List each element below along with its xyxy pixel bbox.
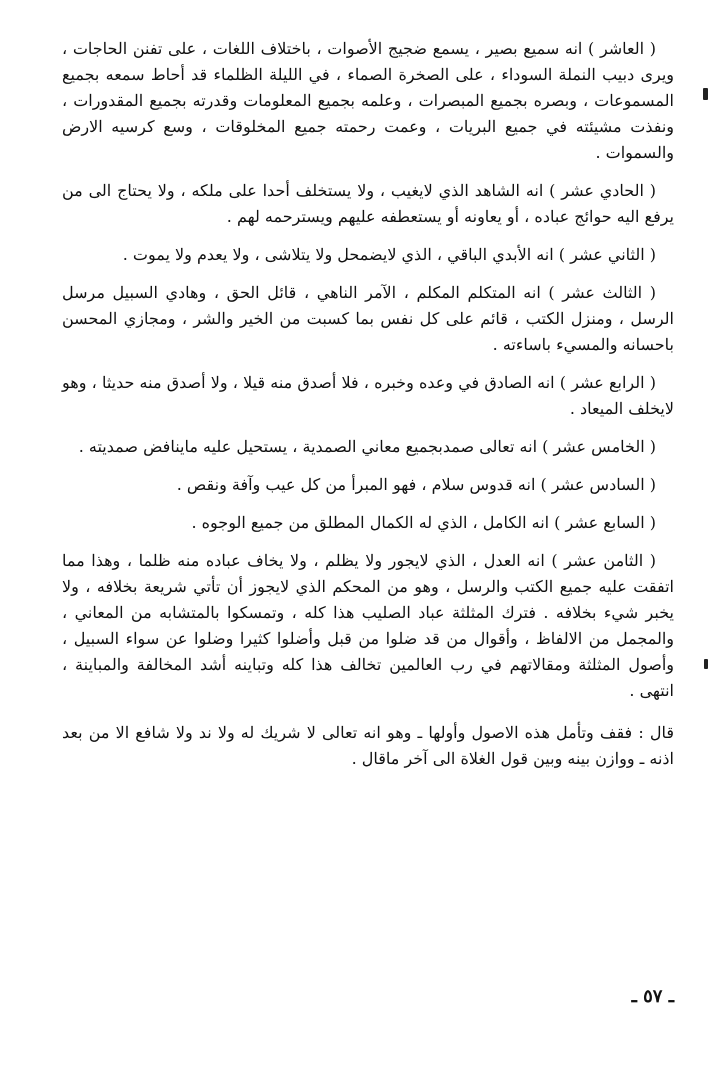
paragraph-tenth-attribute: ( العاشر ) انه سميع بصير ، يسمع ضجيج الأصوات ، باختلاف اللغات ، على تفنن الحاجات ، ويرى دبيب النملة السوداء ، على الصخرة الصماء ، في الليلة الظلماء قد أحاط سمعه بجميع المسموعات ، وبصره بجميع المبصرات ، وعلمه بجميع المعلومات وقدرته بجميع المقدورات ، ونفذت مشيئته في جميع البريات ، وعمت رحمته جميع المخلوقات ، وسع كرسيه الارض والسموات . [62,39,674,162]
paragraph-thirteenth-attribute: ( الثالث عشر ) انه المتكلم المكلم ، الآمر الناهي ، قائل الحق ، وهادي السبيل مرسل الرسل ، ومنزل الكتب ، قائم على كل نفس بما كسبت من الخير والشر ، ومجازي المحسن باحسانه والمسيء باساءته . [62,283,674,354]
closing-paragraph: قال : فقف وتأمل هذه الاصول وأولها ـ وهو انه تعالى لا شريك له ولا ند ولا شافع الا من بعد اذنه ـ ووازن بينه وبين قول الغلاة الى آخر ماقال . [62,723,674,768]
paragraph-twelfth-attribute: ( الثاني عشر ) انه الأبدي الباقي ، الذي لايضمحل ولا يتلاشى ، ولا يعدم ولا يموت . [122,245,656,264]
paragraph-eighteenth-attribute: ( الثامن عشر ) انه العدل ، الذي لايجور ولا يظلم ، ولا يخاف عباده منه ظلما ، وهذا مما اتفقت عليه جميع الكتب والرسل ، وهو من المحكم الذي لايجوز أن تأتي شريعة بخلافه ، ولا يخبر شيء بخلافه . فترك المثلثة عباد الصليب هذا كله ، وتمسكوا بالمتشابه من المعاني ، والمجمل من الالفاظ ، وأقوال من قد ضلوا من قبل وأضلوا كثيرا وضلوا عن سواء السبيل ، وأصول المثلثة ومقالاتهم في رب العالمين تخالف هذا كله وتباينه أشد المخالفة والمباينة ، انتهى . [62,551,674,700]
paragraph-seventeenth-attribute: ( السابع عشر ) انه الكامل ، الذي له الكمال المطلق من جميع الوجوه . [191,513,656,532]
paragraph-sixteenth-attribute: ( السادس عشر ) انه قدوس سلام ، فهو المبرأ من كل عيب وآفة ونقص . [176,475,656,494]
paragraph-fifteenth-attribute: ( الخامس عشر ) انه تعالى صمدبجميع معاني الصمدية ، يستحيل عليه ماينافض صمديته . [78,437,656,456]
paragraph-eleventh-attribute: ( الحادي عشر ) انه الشاهد الذي لايغيب ، ولا يستخلف أحدا على ملكه ، ولا يحتاج الى من يرفع اليه حوائج عباده ، أو يعاونه أو يستعطفه عليهم ويسترحمه لهم . [62,181,674,226]
margin-mark [703,88,708,100]
margin-mark [704,659,708,669]
document-page [62,36,674,1046]
paragraph-fourteenth-attribute: ( الرابع عشر ) انه الصادق في وعده وخبره ، فلا أصدق منه قيلا ، ولا أصدق منه حديثا ، وهو لايخلف الميعاد . [62,373,674,418]
page-number: ـ ٥٧ ـ [631,986,674,1007]
